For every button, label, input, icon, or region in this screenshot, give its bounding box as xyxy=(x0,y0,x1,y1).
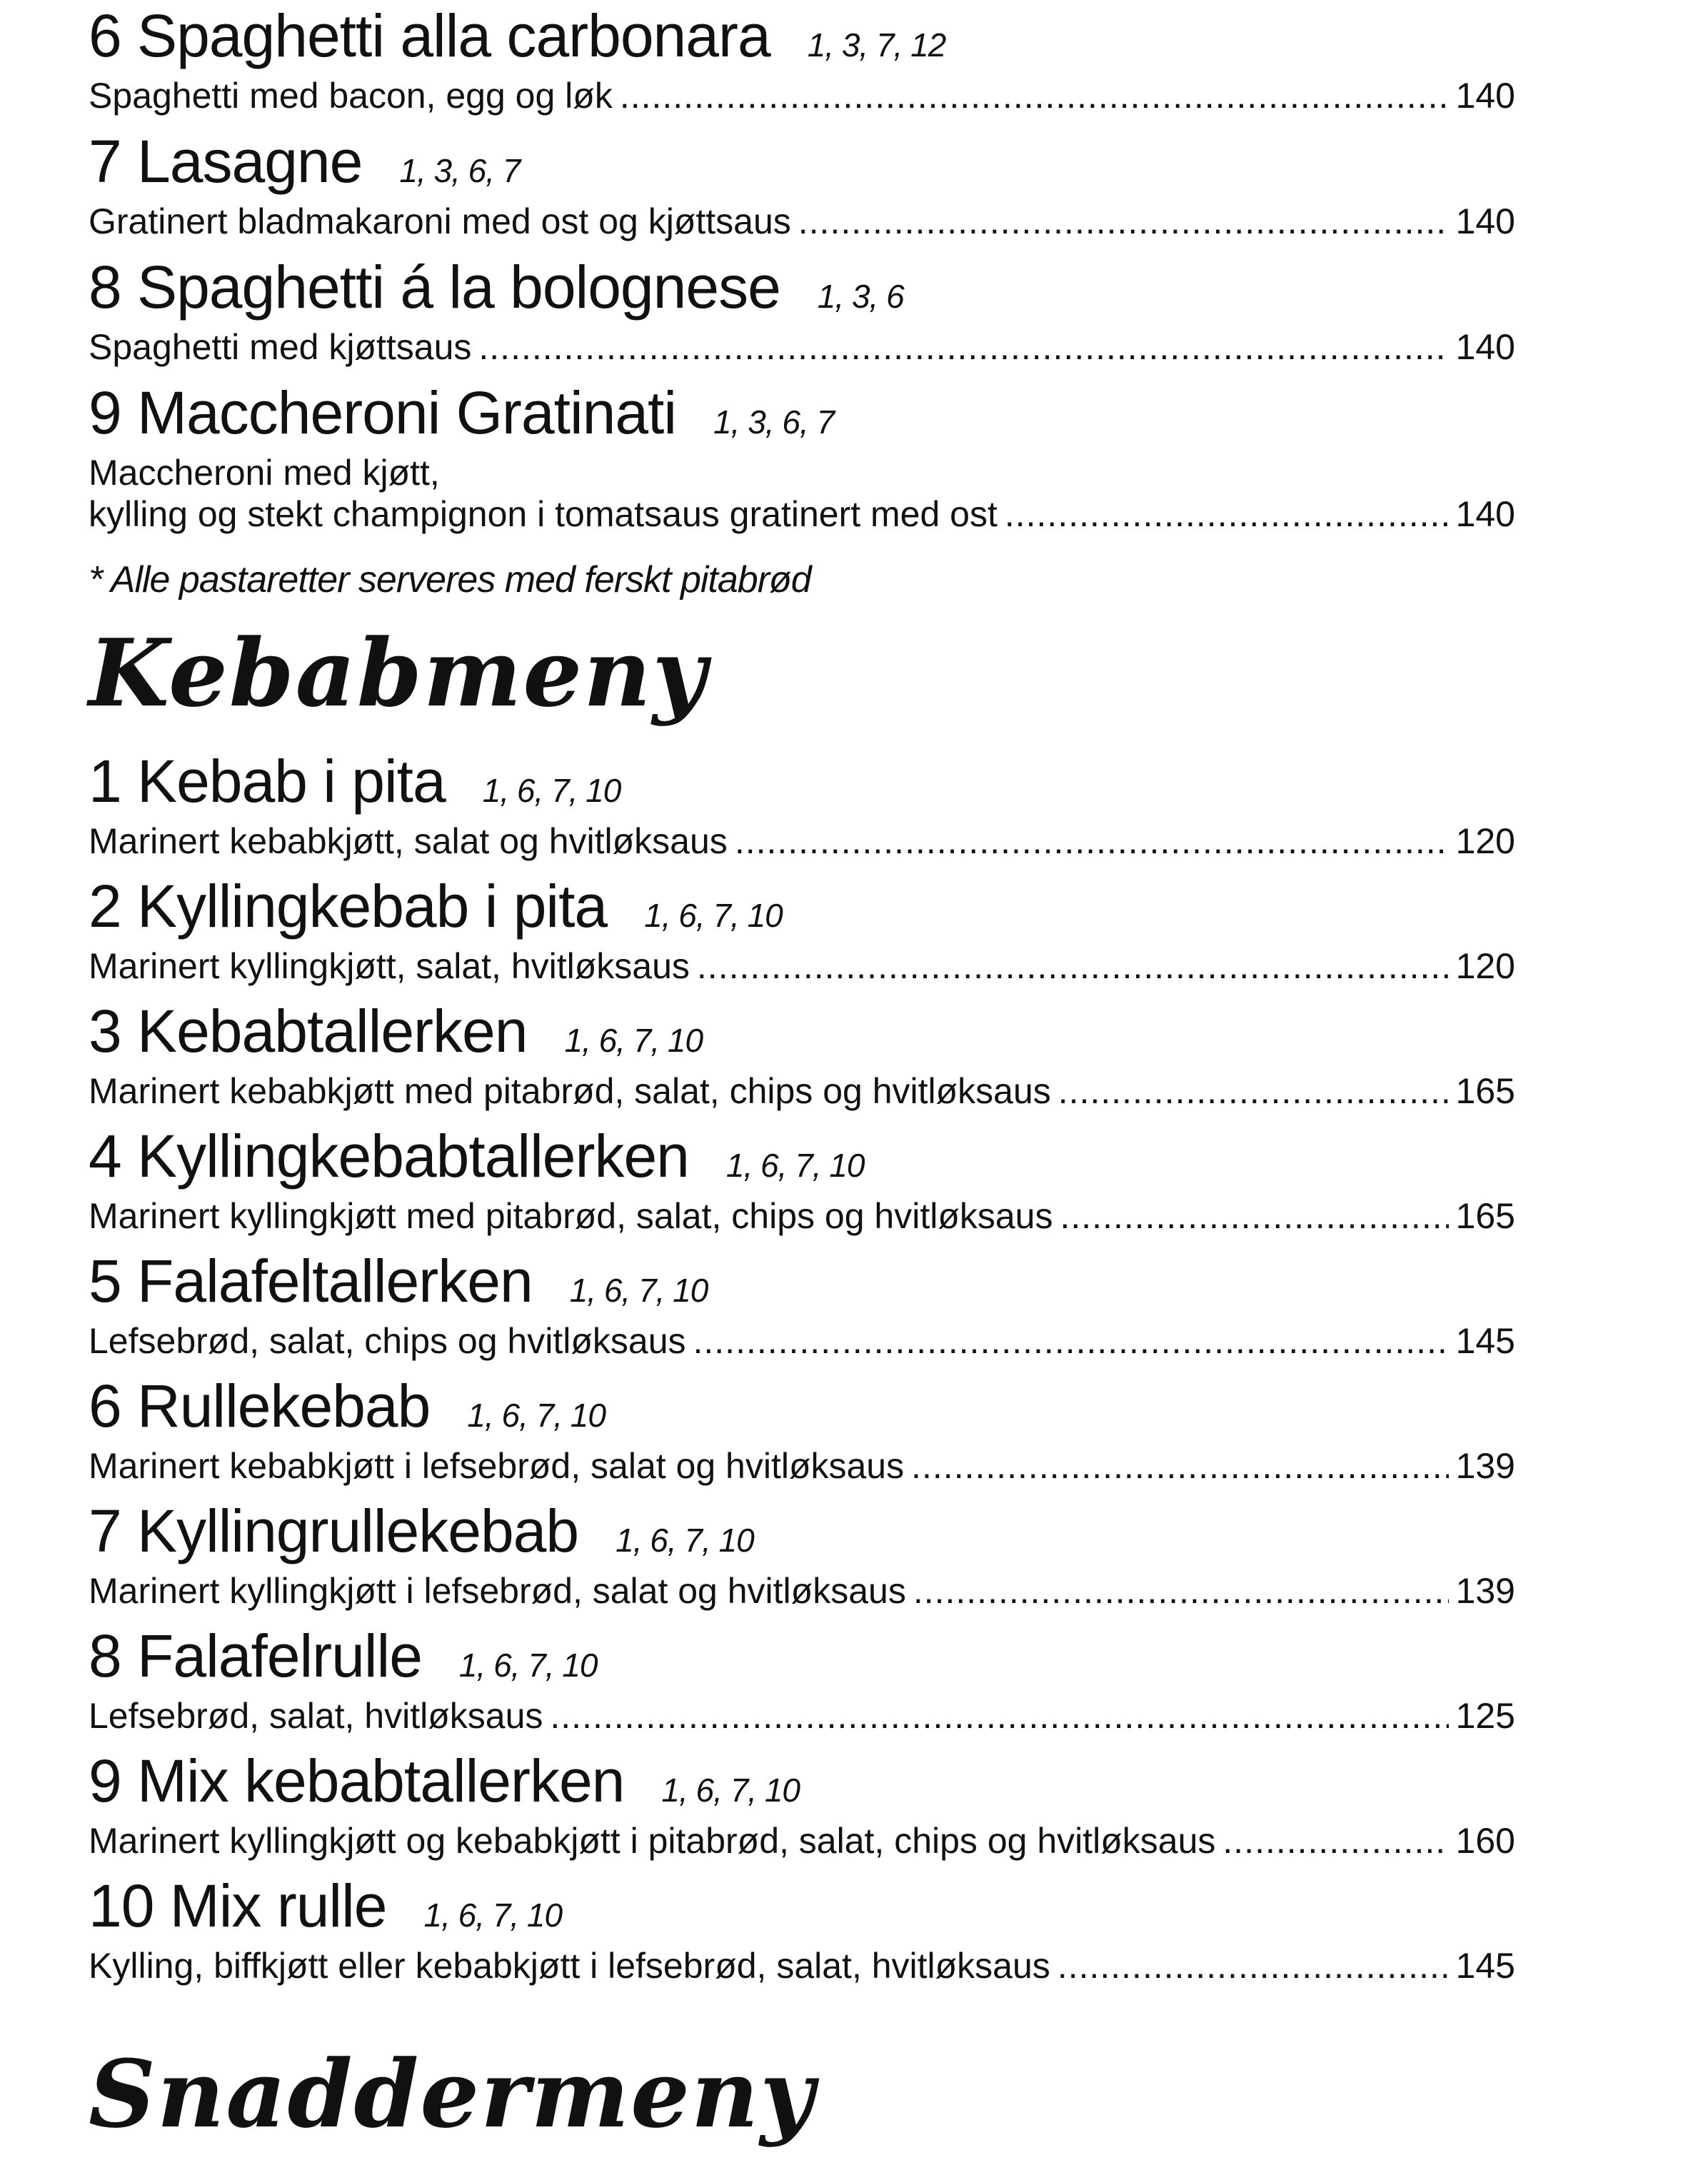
dot-leader xyxy=(693,1320,1449,1362)
kebab-item xyxy=(89,1247,1515,1362)
dish-description: Marinert kebabkjøtt i lefsebrød, salat og hvitløksaus xyxy=(89,1446,905,1486)
dish-name: 10 Mix rulle xyxy=(89,1872,387,1939)
dish-name: 3 Kebabtallerken xyxy=(89,998,528,1065)
dish-name: 6 Rullekebab xyxy=(89,1372,431,1440)
dish-price: 139 xyxy=(1455,1446,1515,1486)
dish-description: Marinert kyllingkjøtt og kebabkjøtt i pitabrød, salat, chips og hvitløksaus xyxy=(89,1821,1216,1861)
kebab-item xyxy=(89,1122,1515,1237)
section-heading-kebab: Kebabmeny xyxy=(89,618,708,728)
dot-leader xyxy=(798,201,1449,242)
kebab-item xyxy=(89,1372,1515,1487)
dish-description-line: Maccheroni med kjøtt, xyxy=(89,453,440,493)
allergen-codes: 1, 3, 6 xyxy=(817,278,904,315)
dot-leader xyxy=(697,945,1449,987)
allergen-codes: 1, 6, 7, 10 xyxy=(467,1397,606,1434)
dot-leader xyxy=(620,75,1449,116)
dish-description: Lefsebrød, salat, chips og hvitløksaus xyxy=(89,1321,686,1361)
pasta-item xyxy=(89,253,1515,368)
dish-description: Spaghetti med kjøttsaus xyxy=(89,327,472,367)
kebab-item xyxy=(89,998,1515,1112)
dish-name: 4 Kyllingkebabtallerken xyxy=(89,1122,689,1190)
dish-description: Marinert kyllingkjøtt, salat, hvitløksaus xyxy=(89,946,690,986)
dish-price: 140 xyxy=(1455,494,1515,534)
dish-description: kylling og stekt champignon i tomatsaus gratinert med ost xyxy=(89,494,998,534)
kebab-item xyxy=(89,873,1515,987)
allergen-codes: 1, 6, 7, 10 xyxy=(423,1897,563,1934)
allergen-codes: 1, 6, 7, 10 xyxy=(644,897,783,934)
allergen-codes: 1, 3, 7, 12 xyxy=(807,26,946,64)
dish-price: 140 xyxy=(1455,76,1515,116)
dot-leader xyxy=(735,820,1449,862)
dish-name: 6 Spaghetti alla carbonara xyxy=(89,2,770,69)
allergen-codes: 1, 6, 7, 10 xyxy=(458,1647,598,1684)
allergen-codes: 1, 6, 7, 10 xyxy=(564,1022,703,1059)
pasta-item xyxy=(89,2,1515,116)
dish-name: 7 Kyllingrullekebab xyxy=(89,1497,579,1564)
dish-name: 1 Kebab i pita xyxy=(89,748,446,815)
dish-description: Lefsebrød, salat, hvitløksaus xyxy=(89,1696,543,1736)
dot-leader xyxy=(1058,1945,1449,1986)
dish-price: 125 xyxy=(1455,1696,1515,1736)
dish-price: 160 xyxy=(1455,1821,1515,1861)
allergen-codes: 1, 6, 7, 10 xyxy=(616,1522,754,1559)
dot-leader xyxy=(550,1695,1448,1737)
kebab-item xyxy=(89,748,1515,862)
dish-price: 140 xyxy=(1455,327,1515,367)
dish-name: 9 Maccheroni Gratinati xyxy=(89,379,677,446)
allergen-codes: 1, 3, 6, 7 xyxy=(713,403,835,441)
dot-leader xyxy=(478,326,1448,368)
dish-name: 5 Falafeltallerken xyxy=(89,1247,533,1315)
dish-price: 145 xyxy=(1455,1321,1515,1361)
allergen-codes: 1, 3, 6, 7 xyxy=(399,152,521,189)
dish-price: 140 xyxy=(1455,201,1515,241)
allergen-codes: 1, 6, 7, 10 xyxy=(661,1772,800,1809)
dish-price: 145 xyxy=(1455,1946,1515,1986)
pasta-item xyxy=(89,379,1515,535)
dish-price: 139 xyxy=(1455,1571,1515,1611)
dish-name: 8 Spaghetti á la bolognese xyxy=(89,253,780,321)
dish-name: 7 Lasagne xyxy=(89,128,363,195)
pasta-item xyxy=(89,128,1515,242)
kebab-item xyxy=(89,1872,1515,1986)
dish-name: 2 Kyllingkebab i pita xyxy=(89,873,608,940)
dish-name: 9 Mix kebabtallerken xyxy=(89,1747,625,1814)
dish-description: Spaghetti med bacon, egg og løk xyxy=(89,76,613,116)
dish-description: Marinert kebabkjøtt, salat og hvitløksaus xyxy=(89,821,728,861)
kebab-item xyxy=(89,1497,1515,1612)
dot-leader xyxy=(911,1445,1448,1487)
dish-name: 8 Falafelrulle xyxy=(89,1622,422,1689)
dish-description: Gratinert bladmakaroni med ost og kjøttsaus xyxy=(89,201,791,241)
dish-price: 165 xyxy=(1455,1196,1515,1236)
kebab-item xyxy=(89,1747,1515,1862)
dot-leader xyxy=(1005,493,1449,535)
allergen-codes: 1, 6, 7, 10 xyxy=(482,772,621,809)
dot-leader xyxy=(1060,1195,1449,1237)
dish-description: Marinert kyllingkjøtt med pitabrød, salat, chips og hvitløksaus xyxy=(89,1196,1053,1236)
kebab-item xyxy=(89,1622,1515,1737)
dish-price: 120 xyxy=(1455,821,1515,861)
pasta-note: * Alle pastaretter serveres med ferskt pitabrød xyxy=(89,559,811,601)
dish-description: Marinert kebabkjøtt med pitabrød, salat, chips og hvitløksaus xyxy=(89,1071,1051,1111)
dish-description: Kylling, biffkjøtt eller kebabkjøtt i lefsebrød, salat, hvitløksaus xyxy=(89,1946,1050,1986)
allergen-codes: 1, 6, 7, 10 xyxy=(725,1147,865,1184)
dish-description: Marinert kyllingkjøtt i lefsebrød, salat og hvitløksaus xyxy=(89,1571,906,1611)
dot-leader xyxy=(913,1570,1449,1612)
section-heading-snadder: Snaddermeny xyxy=(89,2039,815,2149)
dish-price: 120 xyxy=(1455,946,1515,986)
allergen-codes: 1, 6, 7, 10 xyxy=(569,1272,708,1309)
dot-leader xyxy=(1222,1820,1448,1862)
dish-price: 165 xyxy=(1455,1071,1515,1111)
dot-leader xyxy=(1058,1070,1449,1112)
